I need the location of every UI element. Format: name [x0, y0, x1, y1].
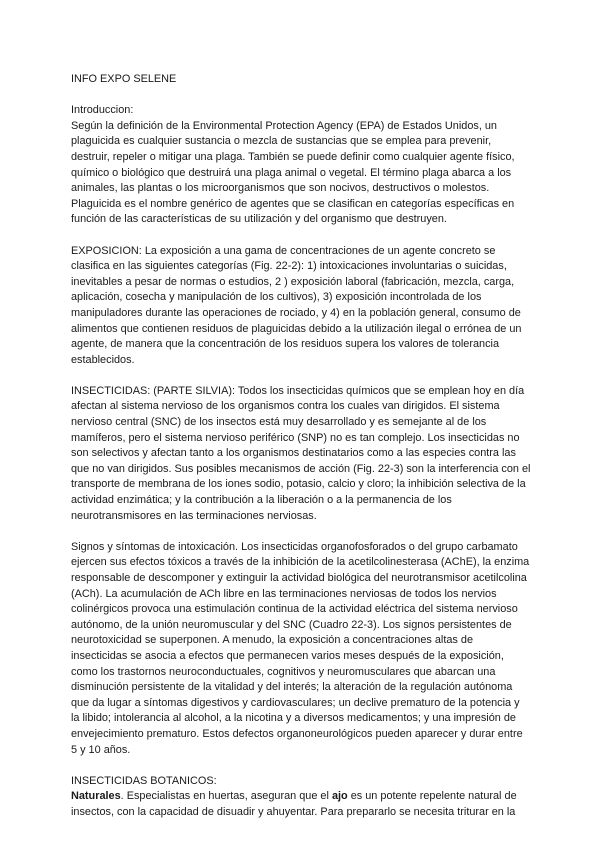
section-botanicos — [71, 774, 531, 821]
paragraph-exposicion: EXPOSICION: La exposición a una gama de concentraciones de un agente concreto se clasifica en las siguientes categorías (Fig. 22-2): 1) intoxicaciones involuntarias o suicidas, inevitables a pesar de normas o estudios, 2 ) exposición laboral (fabricación, mezcla, carga, aplicación, cosecha y manipulación de los cultivos), 3) exposición incontrolada de los manipuladores durante las operaciones de rociado, y 4) en la población general, consumo de alimentos que contienen residuos de plaguicidas debido a la utilización ilegal o errónea de un agente, de manera que la concentración de los residuos supera los valores de tolerancia establecidos. — [71, 244, 522, 366]
section-introduccion — [71, 103, 531, 228]
section-exposicion — [71, 244, 531, 369]
text-run: es un potente repelente natural de insectos, con la capacidad de disuadir y ahuyentar. Para prepararlo se necesita triturar en la — [71, 790, 517, 818]
paragraph-botanicos — [71, 789, 531, 820]
document-body — [71, 72, 531, 836]
bold-term-naturales: Naturales — [71, 790, 121, 803]
section-heading: INSECTICIDAS BOTANICOS: — [71, 774, 217, 787]
paragraph-insecticidas: INSECTICIDAS: (PARTE SILVIA): Todos los insecticidas químicos que se emplean hoy en día afectan al sistema nervioso de los organismos contra los cuales van dirigidos. El sistema nervioso central (SNC) de los insectos está muy desarrollado y es semejante al de los mamíferos, pero el sistema nervioso periférico (SNP) no es tan complejo. Los insecticidas no son selectivos y afectan tanto a los organismos destinatarios como a las especies contra las que no van dirigidos. Sus posibles mecanismos de acción (Fig. 22-3) son la interferencia con el transporte de membrana de los iones sodio, potasio, calcio y cloro; la inhibición selectiva de la actividad enzimática; y la contribución a la liberación o a la permanencia de los neurotransmisores en las terminaciones nerviosas. — [71, 384, 531, 522]
bold-term-ajo: ajo — [331, 790, 348, 803]
section-signos — [71, 540, 531, 758]
section-insecticidas — [71, 384, 531, 524]
text-run: . Especialistas en huertas, aseguran que el — [120, 790, 332, 803]
paragraph-introduccion: Según la definición de la Environmental Protection Agency (EPA) de Estados Unidos, un plaguicida es cualquier sustancia o mezcla de sustancias que se emplea para prevenir, destruir, repeler o mitigar una plaga. También se puede definir como cualquier agente físico, químico o biológico que destruirá una plaga animal o vegetal. El término plaga abarca a los animales, las plantas o los microorganismos que son nocivos, destructivos o molestos. Plaguicida es el nombre genérico de agentes que se clasifican en categorías específicas en función de las características de su utilización y del organismo que destruyen. — [71, 119, 515, 226]
section-heading: Introduccion: — [71, 104, 134, 117]
paragraph-signos: Signos y síntomas de intoxicación. Los insecticidas organofosforados o del grupo carbamato ejercen sus efectos tóxicos a través de la inhibición de la acetilcolinesterasa (AChE), la enzima responsable de descomponer y extinguir la actividad biológica del neurotransmisor acetilcolina (ACh). La acumulación de ACh libre en las terminaciones nerviosas de todos los nervios colinérgicos provoca una estimulación continua de la actividad eléctrica del sistema nervioso autónomo, de la unión neuromuscular y del SNC (Cuadro 22-3). Los signos persistentes de neurotoxicidad se superponen. A menudo, la exposición a concentraciones altas de insecticidas se asocia a efectos que permanecen varios meses después de la exposición, como los trastornos neuroconductuales, cognitivos y neuromusculares que abarcan una disminución persistente de la vitalidad y del interés; la alteración de la regulación autónoma que da lugar a síntomas digestivos y cardiovasculares; un declive prematuro de la potencia y la libido; intolerancia al alcohol, a la nicotina y a diversos medicamentos; y una impresión de envejecimiento prematuro. Estos defectos organoneurológicos pueden aparecer y durar entre 5 y 10 años. — [71, 540, 530, 756]
document-title: INFO EXPO SELENE — [71, 73, 177, 85]
